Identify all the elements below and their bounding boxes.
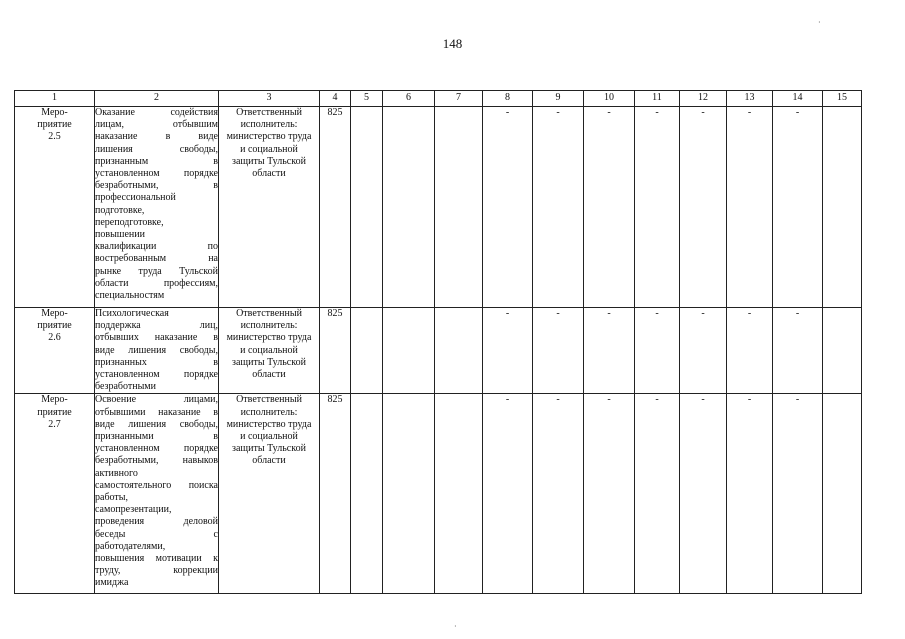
column-header: 15 bbox=[823, 91, 862, 107]
description-line: работы, bbox=[95, 492, 128, 504]
executor-cell bbox=[219, 107, 320, 308]
measure-description bbox=[95, 308, 219, 394]
measure-label-line: 2.5 bbox=[48, 131, 61, 143]
table-row bbox=[15, 394, 862, 594]
executor-line: области bbox=[252, 369, 286, 381]
description-line: виде лишения свободы, bbox=[95, 344, 218, 356]
description-line: переподготовке, bbox=[95, 216, 164, 228]
measure-label-line: Меро- bbox=[41, 394, 68, 406]
column-header: 12 bbox=[680, 91, 727, 107]
executor-line: и социальной bbox=[240, 431, 298, 443]
executor-line: Ответственный bbox=[236, 308, 302, 319]
executor-line: и социальной bbox=[240, 344, 298, 356]
value-cell: - bbox=[680, 308, 727, 394]
description-line: установленном порядке bbox=[95, 168, 218, 180]
executor-line: области bbox=[252, 455, 286, 467]
description-line: области профессиям, bbox=[95, 277, 218, 289]
value-cell bbox=[823, 107, 862, 308]
value-cell bbox=[435, 308, 483, 394]
description-line: беседы с bbox=[95, 528, 218, 540]
measure-label bbox=[15, 394, 95, 594]
measures-table bbox=[14, 90, 862, 594]
value-cell: - bbox=[773, 308, 823, 394]
measure-label-line: приятие bbox=[37, 406, 72, 418]
description-line: самостоятельного поиска bbox=[95, 479, 218, 491]
value-cell: - bbox=[584, 394, 635, 594]
value-cell: - bbox=[680, 394, 727, 594]
executor-cell bbox=[219, 394, 320, 594]
executor-line: Ответственный bbox=[236, 107, 302, 118]
measure-label-line: 2.7 bbox=[48, 418, 61, 430]
description-line: отбывшими наказание в bbox=[95, 406, 218, 418]
value-cell bbox=[823, 394, 862, 594]
page-number: 148 bbox=[442, 36, 463, 51]
description-line: безработными, навыков bbox=[95, 455, 218, 467]
code-cell: 825 bbox=[320, 308, 351, 394]
description-line: востребованным на bbox=[95, 253, 218, 265]
executor-cell bbox=[219, 308, 320, 394]
measure-label-line: приятие bbox=[37, 119, 72, 131]
column-header: 3 bbox=[219, 91, 320, 107]
value-cell bbox=[383, 107, 435, 308]
value-cell: - bbox=[727, 308, 773, 394]
executor-line: министерство труда bbox=[226, 332, 312, 344]
column-header: 9 bbox=[533, 91, 584, 107]
executor-line: защиты Тульской bbox=[232, 155, 306, 167]
executor-line: исполнитель: bbox=[240, 320, 298, 332]
table-row bbox=[15, 308, 862, 394]
value-cell: - bbox=[533, 308, 584, 394]
executor-line: исполнитель: bbox=[240, 406, 298, 418]
value-cell: - bbox=[584, 107, 635, 308]
value-cell bbox=[383, 394, 435, 594]
column-header: 2 bbox=[95, 91, 219, 107]
header-row bbox=[15, 91, 862, 107]
measure-description bbox=[95, 394, 219, 594]
value-cell: - bbox=[635, 308, 680, 394]
description-line: профессиональной bbox=[95, 192, 176, 204]
column-header: 5 bbox=[351, 91, 383, 107]
measure-label-line: Меро- bbox=[41, 308, 68, 319]
description-line: отбывших наказание в bbox=[95, 332, 218, 344]
description-line: наказание в виде bbox=[95, 131, 218, 143]
description-line: Освоение лицами, bbox=[95, 394, 218, 406]
description-line: работодателями, bbox=[95, 540, 166, 552]
description-line: признанных в bbox=[95, 356, 218, 368]
description-line: безработными bbox=[95, 381, 156, 393]
measure-label bbox=[15, 308, 95, 394]
value-cell bbox=[351, 107, 383, 308]
column-header: 6 bbox=[383, 91, 435, 107]
value-cell: - bbox=[773, 107, 823, 308]
description-line: квалификации по bbox=[95, 241, 218, 253]
column-header: 11 bbox=[635, 91, 680, 107]
description-line: признанными в bbox=[95, 431, 218, 443]
description-line: виде лишения свободы, bbox=[95, 418, 218, 430]
executor-line: защиты Тульской bbox=[232, 443, 306, 455]
value-cell: - bbox=[773, 394, 823, 594]
description-line: поддержка лиц, bbox=[95, 320, 218, 332]
description-line: повышении bbox=[95, 229, 145, 241]
description-line: проведения деловой bbox=[95, 516, 218, 528]
description-line: самопрезентации, bbox=[95, 504, 172, 516]
description-line: труду, коррекции bbox=[95, 565, 218, 577]
value-cell bbox=[435, 107, 483, 308]
description-line: специальностям bbox=[95, 290, 165, 302]
column-header: 4 bbox=[320, 91, 351, 107]
description-line: установленном порядке bbox=[95, 443, 218, 455]
column-header: 10 bbox=[584, 91, 635, 107]
description-line: лицам, отбывшим bbox=[95, 119, 218, 131]
executor-line: области bbox=[252, 168, 286, 180]
description-line: безработными, в bbox=[95, 180, 218, 192]
value-cell bbox=[383, 308, 435, 394]
value-cell bbox=[351, 308, 383, 394]
executor-line: министерство труда bbox=[226, 418, 312, 430]
executor-line: исполнитель: bbox=[240, 119, 298, 131]
table-row bbox=[15, 107, 862, 308]
column-header: 1 bbox=[15, 91, 95, 107]
measure-label-line: 2.6 bbox=[48, 332, 61, 344]
code-cell: 825 bbox=[320, 394, 351, 594]
executor-line: защиты Тульской bbox=[232, 356, 306, 368]
description-line: признанным в bbox=[95, 155, 218, 167]
description-line: имиджа bbox=[95, 577, 129, 589]
value-cell bbox=[823, 308, 862, 394]
value-cell: - bbox=[483, 107, 533, 308]
description-line: Психологическая bbox=[95, 308, 169, 319]
column-header: 14 bbox=[773, 91, 823, 107]
code-cell: 825 bbox=[320, 107, 351, 308]
executor-line: Ответственный bbox=[236, 394, 302, 406]
value-cell: - bbox=[533, 107, 584, 308]
column-header: 13 bbox=[727, 91, 773, 107]
value-cell: - bbox=[635, 107, 680, 308]
value-cell: - bbox=[584, 308, 635, 394]
measure-label-line: приятие bbox=[37, 320, 72, 332]
executor-line: и социальной bbox=[240, 143, 298, 155]
value-cell: - bbox=[727, 107, 773, 308]
description-line: повышения мотивации к bbox=[95, 553, 218, 565]
value-cell: - bbox=[635, 394, 680, 594]
description-line: установленном порядке bbox=[95, 369, 218, 381]
measure-description bbox=[95, 107, 219, 308]
value-cell: - bbox=[533, 394, 584, 594]
scan-mark: · bbox=[454, 622, 457, 631]
value-cell bbox=[351, 394, 383, 594]
measure-label bbox=[15, 107, 95, 308]
description-line: активного bbox=[95, 467, 138, 479]
value-cell: - bbox=[483, 394, 533, 594]
description-line: рынке труда Тульской bbox=[95, 265, 218, 277]
measure-label-line: Меро- bbox=[41, 107, 68, 118]
value-cell: - bbox=[680, 107, 727, 308]
value-cell: - bbox=[727, 394, 773, 594]
value-cell bbox=[435, 394, 483, 594]
scan-mark: · bbox=[818, 18, 821, 27]
description-line: подготовке, bbox=[95, 204, 145, 216]
column-header: 7 bbox=[435, 91, 483, 107]
executor-line: министерство труда bbox=[226, 131, 312, 143]
column-header: 8 bbox=[483, 91, 533, 107]
description-line: лишения свободы, bbox=[95, 143, 218, 155]
description-line: Оказание содействия bbox=[95, 107, 218, 118]
value-cell: - bbox=[483, 308, 533, 394]
